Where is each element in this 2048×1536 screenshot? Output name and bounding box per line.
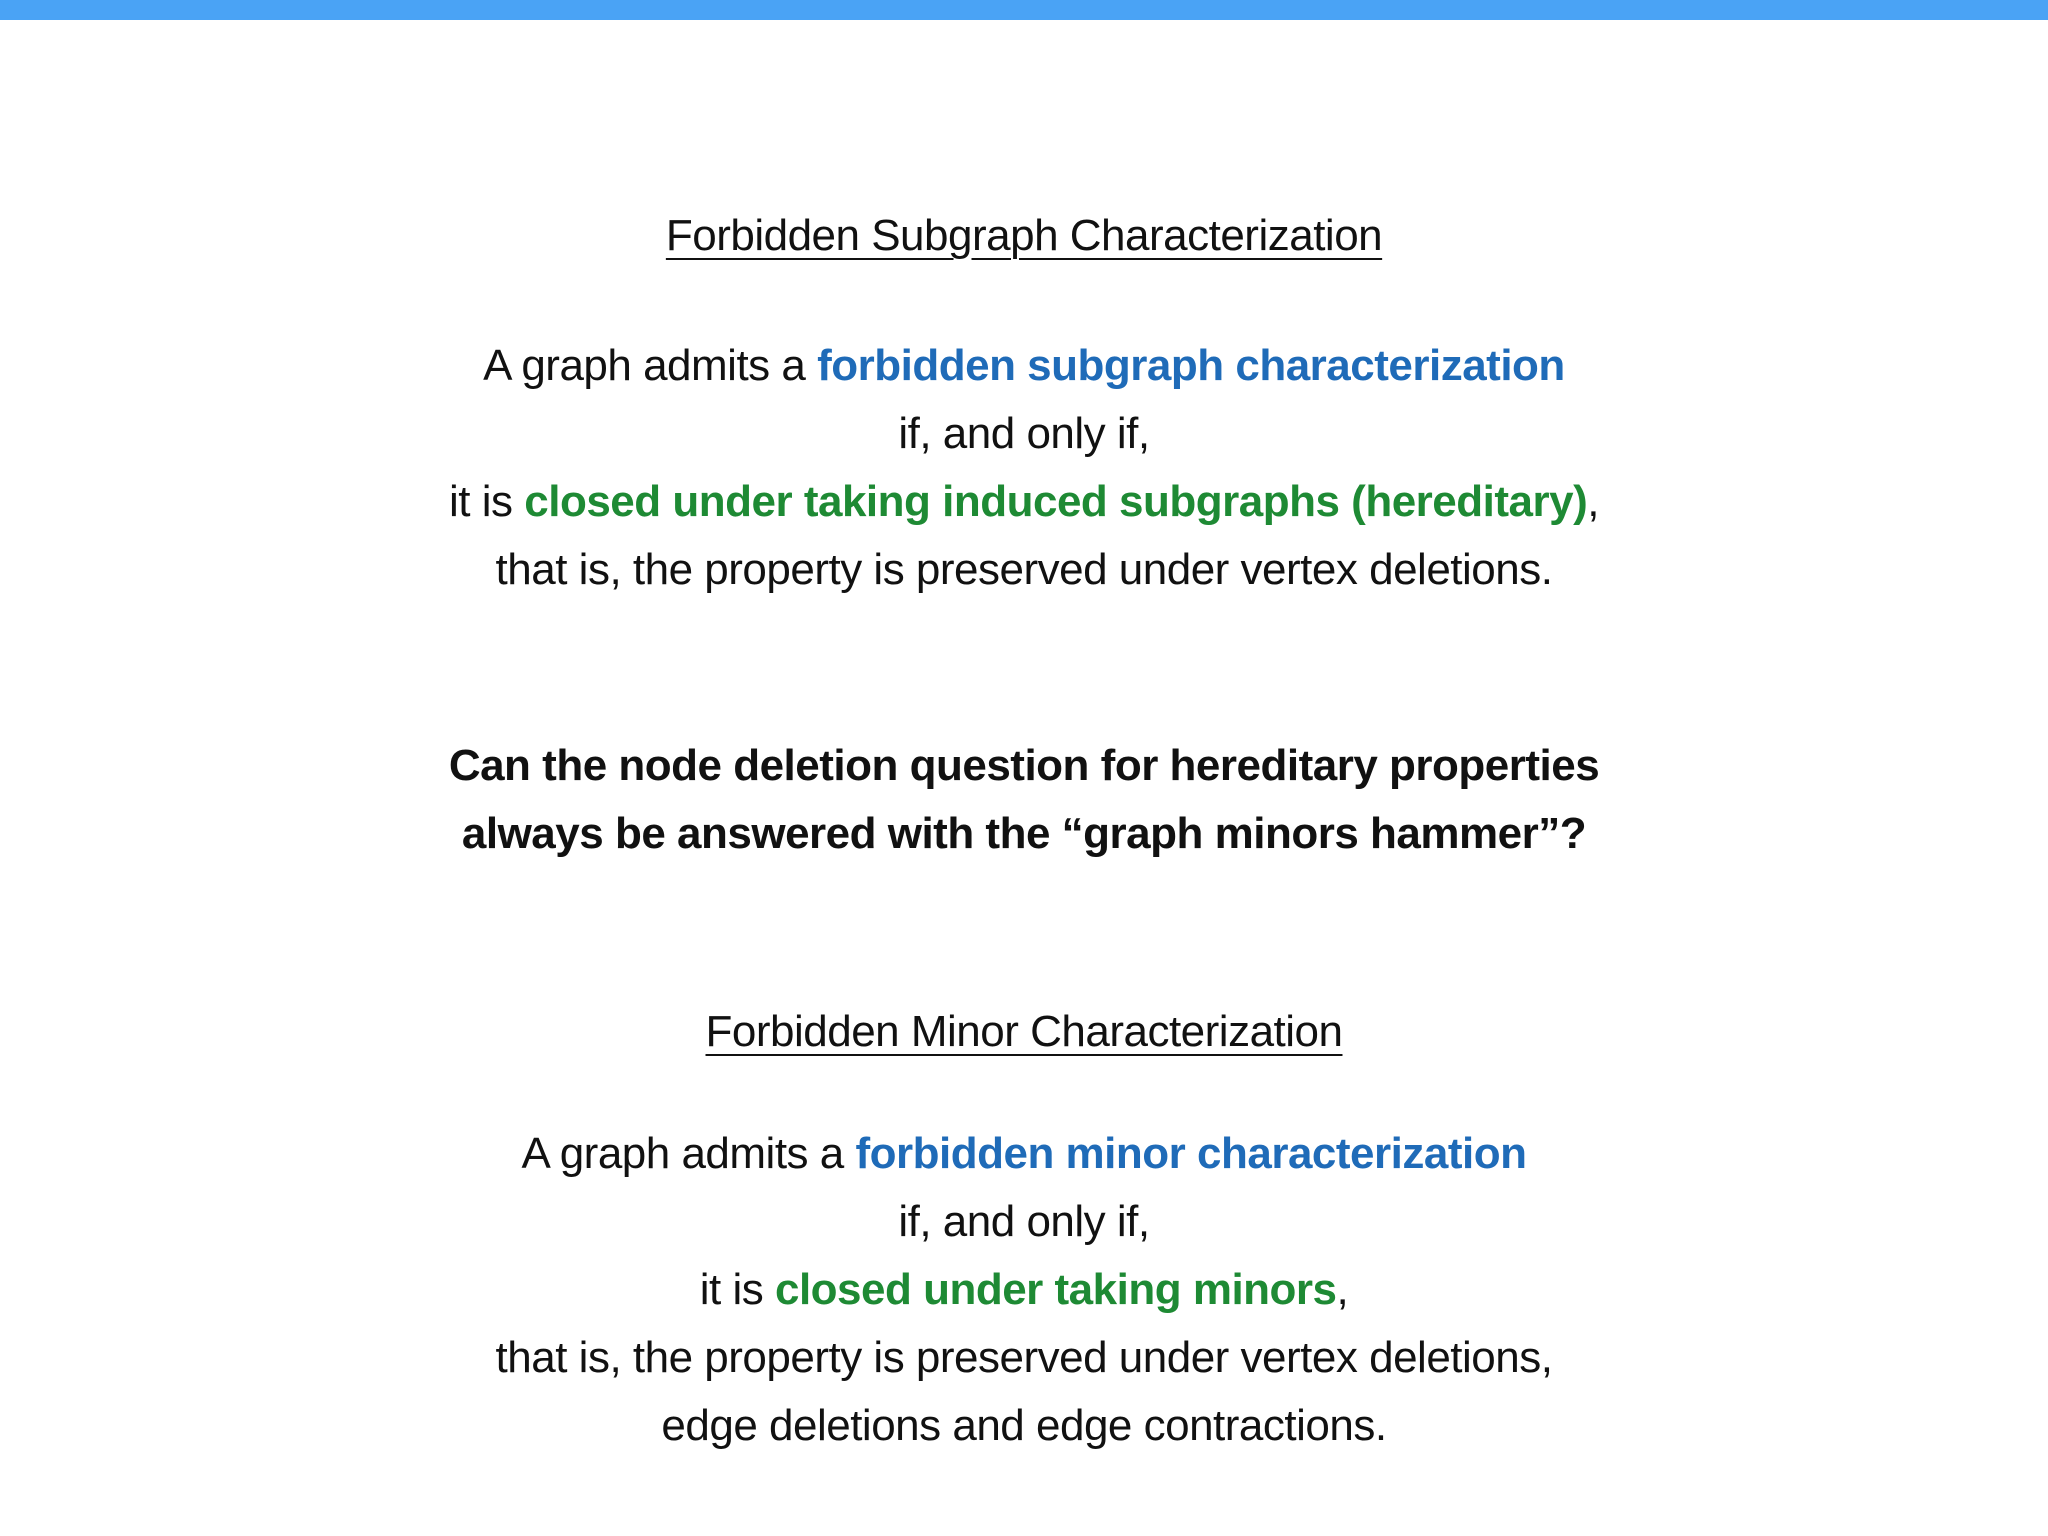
section1-line1-highlight: forbidden subgraph characterization (817, 341, 1565, 390)
section2-heading: Forbidden Minor Characterization (705, 1007, 1343, 1056)
section2-line3-suffix: , (1336, 1265, 1349, 1314)
section1-line4: that is, the property is preserved under vertex deletions. (495, 545, 1553, 594)
section1-line3-suffix: , (1587, 477, 1599, 526)
section2-line5: edge deletions and edge contractions. (661, 1401, 1387, 1450)
section1-line3 (0, 472, 2048, 532)
section1-line2: if, and only if, (898, 409, 1150, 458)
section1-heading: Forbidden Subgraph Characterization (665, 211, 1383, 260)
section2-line3-highlight: closed under taking minors (774, 1265, 1337, 1314)
section2-line1-prefix: A graph admits a (521, 1129, 856, 1178)
section1-heading-line (0, 206, 2048, 266)
section2-line2: if, and only if, (898, 1197, 1150, 1246)
section1-line1-prefix: A graph admits a (483, 341, 818, 390)
section2-line1-highlight: forbidden minor characterization (855, 1129, 1527, 1178)
section2-line3 (0, 1260, 2048, 1320)
section1-line1 (0, 336, 2048, 396)
section1-line3-prefix: it is (449, 477, 525, 526)
top-accent-bar (0, 0, 2048, 20)
question-line1: Can the node deletion question for hereditary properties (448, 741, 1600, 790)
section2-line1 (0, 1124, 2048, 1184)
section2-line4: that is, the property is preserved under vertex deletions, (495, 1333, 1553, 1382)
question-line2: always be answered with the “graph minors hammer”? (461, 809, 1587, 858)
section1-line3-highlight: closed under taking induced subgraphs (hereditary) (524, 477, 1588, 526)
section2-heading-line (0, 1002, 2048, 1062)
section2-line3-prefix: it is (699, 1265, 775, 1314)
